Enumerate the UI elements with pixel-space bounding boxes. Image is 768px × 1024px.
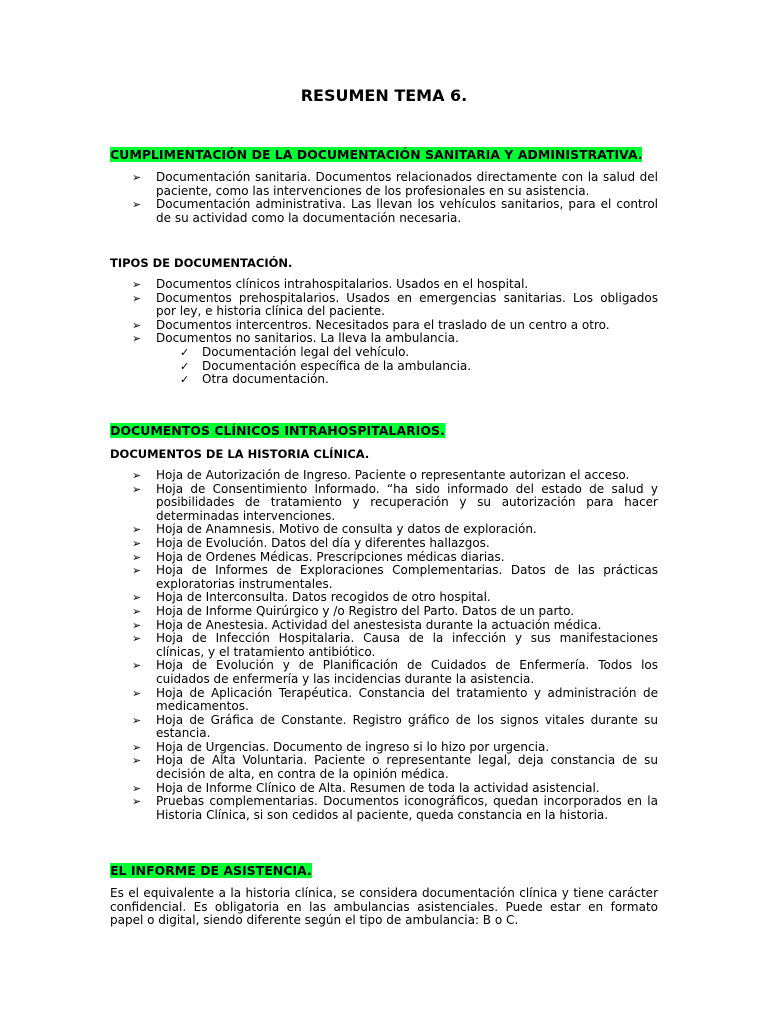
list-item: ✓ Documentación específica de la ambulancia.: [180, 358, 472, 373]
page-title: RESUMEN TEMA 6.: [300, 86, 468, 105]
subheading-history: DOCUMENTOS DE LA HISTORIA CLÍNICA.: [110, 447, 370, 461]
arrow-bullet-icon: ➢: [132, 550, 142, 564]
section-clinical-docs: [110, 422, 658, 822]
list-item: ➢ Documentos no sanitarios. La lleva la ambulancia.: [132, 331, 459, 346]
section-heading: [110, 862, 658, 879]
list-item: ➢ Hoja de Ordenes Médicas. Prescripciones médicas diarias.: [132, 549, 505, 564]
arrow-bullet-icon: ➢: [132, 318, 142, 332]
list-item: ➢ Hoja de Anestesia. Actividad del anestesista durante la actuación médica.: [132, 617, 602, 632]
arrow-bullet-icon: ➢: [132, 754, 142, 768]
list-item: ✓ Otra documentación.: [180, 372, 329, 387]
check-bullet-icon: ✓: [180, 359, 190, 373]
list-item: ➢ Hoja de Alta Voluntaria. Paciente o representante legal, deja constancia de su decisión de alta, en contra de la opinión médica.: [132, 753, 658, 782]
arrow-bullet-icon: ➢: [132, 198, 142, 212]
list-item: ➢ Documentos clínicos intrahospitalarios. Usados en el hospital.: [132, 277, 529, 291]
list-item: ➢ Hoja de Consentimiento Informado. “ha sido informado del estado de salud y posibilidades de tratamiento y recuperación y su autorización para hacer determinadas intervenciones.: [132, 481, 658, 523]
subtypes-list: [110, 346, 658, 387]
arrow-bullet-icon: ➢: [132, 781, 142, 795]
arrow-bullet-icon: ➢: [132, 278, 142, 291]
arrow-bullet-icon: ➢: [132, 713, 142, 727]
section-heading: [110, 422, 658, 439]
subheading-types: TIPOS DE DOCUMENTACIÓN.: [110, 256, 293, 270]
check-bullet-icon: ✓: [180, 373, 190, 387]
arrow-bullet-icon: ➢: [132, 740, 142, 754]
list-item: ➢ Hoja de Autorización de Ingreso. Paciente o representante autorizan el acceso.: [132, 468, 630, 482]
list-item: ➢ Documentos intercentros. Necesitados para el traslado de un centro a otro.: [132, 317, 610, 332]
list-item: ➢ Hoja de Anamnesis. Motivo de consulta y datos de exploración.: [132, 522, 537, 537]
arrow-bullet-icon: ➢: [132, 604, 142, 618]
list-item: ➢ Hoja de Aplicación Terapéutica. Constancia del tratamiento y administración de medicamentos.: [132, 685, 658, 714]
highlighted-heading-text: CUMPLIMENTACIÓN DE LA DOCUMENTACIÓN SANITARIA Y ADMINISTRATIVA.: [110, 147, 643, 162]
arrow-bullet-icon: ➢: [132, 291, 142, 305]
list-item: ➢ Documentación administrativa. Las llevan los vehículos sanitarios, para el control de su actividad como la documentación necesaria.: [132, 197, 658, 225]
arrow-bullet-icon: ➢: [132, 171, 142, 184]
arrow-bullet-icon: ➢: [132, 564, 142, 578]
arrow-bullet-icon: ➢: [132, 591, 142, 605]
list-item: ➢ Hoja de Interconsulta. Datos recogidos de otro hospital.: [132, 590, 491, 605]
list-item: ➢ Hoja de Urgencias. Documento de ingreso si lo hizo por urgencia.: [132, 739, 550, 754]
arrow-bullet-icon: ➢: [132, 536, 142, 550]
check-bullet-icon: ✓: [180, 345, 190, 359]
list-item: ➢ Hoja de Informes de Exploraciones Complementarias. Datos de las prácticas exploratorias instrumentales.: [132, 563, 658, 591]
section-documentation: [110, 146, 658, 225]
highlighted-heading-text: EL INFORME DE ASISTENCIA.: [110, 863, 312, 878]
list-item: ➢ Hoja de Informe Clínico de Alta. Resumen de toda la actividad asistencial.: [132, 780, 600, 795]
history-docs-list: [110, 469, 658, 822]
arrow-bullet-icon: ➢: [132, 523, 142, 537]
list-item: ➢ Hoja de Infección Hospitalaria. Causa de la infección y sus manifestaciones clínicas, y el tratamiento antibiótico.: [132, 631, 658, 659]
arrow-bullet-icon: ➢: [132, 795, 142, 809]
arrow-bullet-icon: ➢: [132, 686, 142, 700]
highlighted-heading-text: DOCUMENTOS CLÍNICOS INTRAHOSPITALARIOS.: [110, 423, 445, 438]
documentation-list: [110, 171, 658, 225]
section-types: [110, 256, 658, 387]
arrow-bullet-icon: ➢: [132, 659, 142, 673]
arrow-bullet-icon: ➢: [132, 618, 142, 632]
list-item: ➢ Hoja de Evolución y de Planificación de Cuidados de Enfermería. Todos los cuidados de enfermería y las incidencias durante la asistencia.: [132, 658, 658, 686]
list-item: ➢ Documentación sanitaria. Documentos relacionados directamente con la salud del paciente, como las intervenciones de los profesionales en su asistencia.: [132, 170, 658, 198]
list-item: ➢ Hoja de Evolución. Datos del día y diferentes hallazgos.: [132, 535, 490, 550]
types-list: [110, 278, 658, 346]
arrow-bullet-icon: ➢: [132, 482, 142, 496]
assistance-report-paragraph: Es el equivalente a la historia clínica, se considera documentación clínica y tiene carácter confidencial. Es obligatoria en las ambulancias asistenciales. Puede estar en formato papel o digital, siendo diferente según el tipo de ambulancia: B o C.: [110, 886, 658, 928]
section-assistance-report: [110, 862, 658, 928]
arrow-bullet-icon: ➢: [132, 632, 142, 646]
list-item: ➢ Hoja de Informe Quirúrgico y /o Registro del Parto. Datos de un parto.: [132, 603, 575, 618]
list-item: ✓ Documentación legal del vehículo.: [180, 344, 410, 359]
list-item: ➢ Hoja de Gráfica de Constante. Registro gráfico de los signos vitales durante su estancia.: [132, 712, 658, 741]
arrow-bullet-icon: ➢: [132, 469, 142, 482]
arrow-bullet-icon: ➢: [132, 332, 142, 346]
list-item: ➢ Documentos prehospitalarios. Usados en emergencias sanitarias. Los obligados por ley, e historia clínica del paciente.: [132, 290, 658, 319]
list-item: ➢ Pruebas complementarias. Documentos iconográficos, quedan incorporados en la Historia Clínica, si son cedidos al paciente, queda constancia en la historia.: [132, 794, 658, 822]
section-heading: [110, 146, 658, 163]
